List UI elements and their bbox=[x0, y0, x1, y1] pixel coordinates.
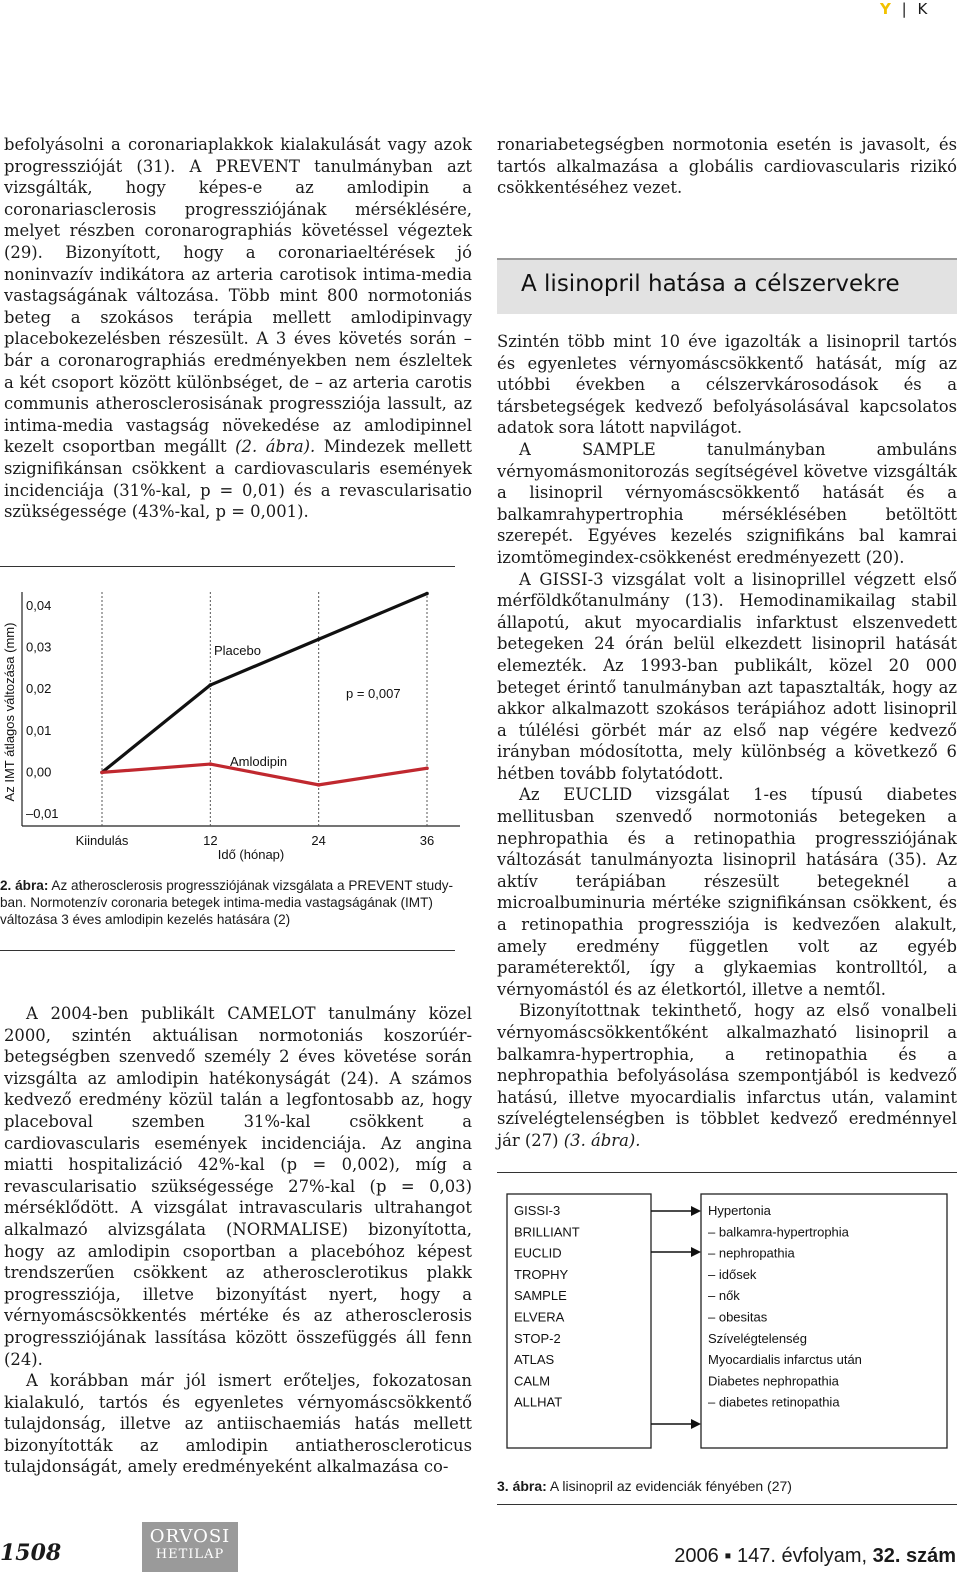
print-registration-marks: Y | K bbox=[880, 0, 928, 18]
section-heading: A lisinopril hatása a célszervekre bbox=[521, 271, 900, 297]
y-tick-label: 0,03 bbox=[26, 639, 52, 655]
paragraph: Szintén több mint 10 éve igazolták a lisinopril tartós és egyenletes vérnyomáscsökkentő hatását, míg az utóbbi években a célszervkárosodások és a társbetegségek kedvező befolyásolásával kapcsolatos adatok sora látott napvilágot. bbox=[497, 332, 957, 438]
indication-item: Diabetes nephropathia bbox=[708, 1373, 839, 1389]
left-column-top bbox=[4, 134, 472, 523]
x-tick-label: 24 bbox=[311, 833, 326, 848]
trial-name: GISSI-3 bbox=[514, 1203, 561, 1218]
indication-item: – idősek bbox=[708, 1266, 757, 1282]
figure3-top-rule bbox=[497, 1172, 957, 1173]
paragraph: A SAMPLE tanulmányban ambuláns vérnyomásmonitorozás segítségével követve vizsgálták a lisinopril vérnyomáscsökkentő hatását és a balkamrahypertrophia mérséklésében betöltött szerepét. Egyéves kezelés szignifikáns bal kamrai izomtömegindex-csökkenést eredményezett (20). bbox=[497, 439, 957, 567]
color-mark-black: K bbox=[917, 0, 928, 18]
figure3-bottom-rule bbox=[497, 1504, 957, 1505]
trial-name: SAMPLE bbox=[514, 1288, 567, 1304]
data-point-amlodipin bbox=[209, 762, 213, 766]
indication-item: Szívelégtelenség bbox=[708, 1330, 808, 1346]
trial-name: ELVERA bbox=[514, 1309, 565, 1325]
right-column-body bbox=[497, 331, 957, 1152]
paragraph: ronariabetegségben normotonia esetén is javasolt, és tartós alkalmazása a globális cardiovascularis rizikó csökkentéséhez vezet. bbox=[497, 135, 957, 198]
x-tick-label: 12 bbox=[203, 833, 218, 848]
x-axis-label: Idő (hónap) bbox=[217, 847, 285, 862]
paragraph: A GISSI-3 vizsgálat volt a lisinoprillel végzett első mérföldkőtanulmány (13). Hemodinamikailag stabil állapotú, akut myocardialis infarktust elszenvedett betegeken 24 órán belül elkezdett lisinopril hatását elemezték. Az 1993-ban publikált, közel 20 000 beteget érintő tanulmányban azt tapasztalták, hogy az akkor alkalmazott szokásos terápiához adott lisinopril a túlélési görbét már az első nap végére kedvező irányban módosította, mely különbség a következő 6 hétben tovább folytatódott. bbox=[497, 569, 957, 783]
y-tick-label: 0,02 bbox=[26, 681, 52, 697]
indication-item: – nők bbox=[708, 1288, 740, 1304]
y-tick-label: 0,00 bbox=[26, 764, 52, 780]
series-label-placebo: Placebo bbox=[214, 643, 261, 658]
page-number: 1508 bbox=[0, 1540, 62, 1566]
indication-item: – obesitas bbox=[708, 1309, 768, 1325]
y-tick-label: 0,04 bbox=[26, 598, 52, 613]
evidence-diagram bbox=[497, 1182, 957, 1472]
section-heading-box bbox=[497, 258, 957, 314]
indication-item: – nephropathia bbox=[708, 1245, 795, 1261]
trial-name: ALLHAT bbox=[514, 1394, 563, 1410]
issue-info: 2006 ▪ 147. évfolyam, 32. szám bbox=[674, 1545, 956, 1567]
data-point-amlodipin bbox=[425, 766, 429, 770]
data-point-placebo bbox=[209, 683, 213, 687]
trial-name: STOP-2 bbox=[514, 1330, 561, 1346]
color-mark-yellow: Y bbox=[880, 0, 891, 18]
paragraph: befolyásolni a coronariaplakkok kialakulását vagy azok progresszióját (31). A PREVENT tanulmányban azt vizsgálták, hogy képes-e az amlodipin a coronariasclerosis progressziójának mérséklésére, melyet részben coronarographiás követéssel végeztek (29). Bizonyított, hogy a coronariaeltérések jó noninvazív indikátora az arteria carotisok intima-media vastagságának változása. Több mint 800 normotoniás beteg a szokásos terápia mellett amlodipinvagy placebokezelésben részesült. A 3 éves követés során – bár a coronarographiás eredményekben nem észleltek a két csoport között különbséget, de – az arteria carotis communis atherosclerosisának progressziója lassult, az intima-media vastagság növekedése az amlodipinnel kezelt csoportban megállt (2. ábra). Mindezek mellett szignifikánsan csökkent a cardiovascularis események incidenciája (31%-kal, p = 0,01) és a revascularisatio szükségessége (43%-kal, p = 0,001). bbox=[4, 135, 472, 522]
series-line-placebo bbox=[102, 594, 427, 773]
right-column-top bbox=[497, 134, 957, 199]
y-tick-label: 0,01 bbox=[26, 722, 52, 738]
arrow-head-icon bbox=[691, 1419, 701, 1429]
data-point-placebo bbox=[317, 637, 321, 641]
paragraph: Bizonyítottnak tekinthető, hogy az első vonalbeli vérnyomáscsökkentőként alkalmazható lisinopril a balkamra-hypertrophia, a retinopathia és a nephropathia befolyásolása szempontjából is kedvező hatású, illetve myocardialis infarctus után, valamint szívelégtelenségben is többlet kedvező eredménnyel jár (27) (3. ábra). bbox=[497, 1001, 957, 1150]
indication-item: Hypertonia bbox=[708, 1203, 771, 1218]
data-point-amlodipin bbox=[317, 783, 321, 787]
paragraph: A 2004-ben publikált CAMELOT tanulmány közel 2000, szintén aktuálisan normotoniás koszorúér-betegségben szenvedő személy 2 éves követése során vizsgálta az amlodipin hatékonyságát (24). A számos kedvező eredmény közül talán a legfontosabb az, hogy placeboval szemben 31%-kal csökkent a cardiovascularis események incidenciája. Az angina miatti hospitalizáció 42%-kal (p = 0,002), míg a revascularisatio szükségessége 27%-kal (p = 0,03) mérséklődött. A vizsgálat intravascularis ultrahangot alkalmazó alvizsgálata (NORMALISE) bizonyította, hogy az amlodipin csoportban a placebóhoz képest trendszerűen csökkent az atherosclerotikus plakk progressziója, illetve bizonyítást nyert, hogy a vérnyomáscsökkentés mértéke és az atherosclerosis progressziójának lassítása között összefüggés áll fenn (24). bbox=[4, 1004, 472, 1369]
figure-top-rule bbox=[0, 566, 455, 567]
indication-item: Myocardialis infarctus után bbox=[708, 1352, 862, 1368]
paragraph: A korábban már jól ismert erőteljes, fokozatosan kialakuló, tartós és egyenletes vérnyomáscsökkentő tulajdonság, illetve az antiischaemiás hatás mellett bizonyították az amlodipin antiatheroscleroticus tulajdonságát, amely eredményeként alkalmazása co- bbox=[4, 1371, 472, 1477]
imt-line-chart bbox=[0, 576, 464, 896]
figure2-caption: 2. ábra: Az atherosclerosis progressziójának vizsgálata a PREVENT study-ban. Normotenzív coronaria betegek intima-media vastagságának (IMT) változása 3 éves amlodipin kezelés hatására (2) bbox=[0, 878, 454, 927]
indication-item: – balkamra-hypertrophia bbox=[708, 1224, 849, 1240]
p-value-annotation: p = 0,007 bbox=[346, 686, 401, 701]
paragraph: Az EUCLID vizsgálat 1-es típusú diabetes mellitusban szenvedő normotoniás betegeken a nephropathia és a retinopathia progressziójának változását tanulmányozta lisinopril hatására (35). Az aktív terápiában részesült betegeknél a microalbuminuria mértéke szignifikánsan csökkent, és a retinopathia progressziója is kedvezően alakult, amely eredmény független volt az egyéb paraméterektől, így a glykaemias kontrolltól, a vérnyomástól és az életkortól, illetve a nemtől. bbox=[497, 785, 957, 999]
left-column-bottom bbox=[4, 1003, 472, 1478]
x-tick-label: 36 bbox=[419, 833, 435, 848]
series-label-amlodipin: Amlodipin bbox=[230, 754, 288, 769]
trial-name: CALM bbox=[514, 1373, 551, 1389]
data-point-amlodipin bbox=[100, 771, 104, 775]
figure-bottom-rule bbox=[0, 950, 455, 951]
trial-name: TROPHY bbox=[514, 1266, 569, 1282]
arrow-head-icon bbox=[691, 1206, 701, 1216]
journal-logo: ORVOSI HETILAP bbox=[142, 1522, 238, 1572]
y-tick-label: –0,01 bbox=[26, 806, 59, 821]
figure3-caption: 3. ábra: A lisinopril az evidenciák fényében (27) bbox=[497, 1478, 792, 1494]
indication-item: – diabetes retinopathia bbox=[708, 1394, 840, 1410]
trial-name: EUCLID bbox=[514, 1245, 562, 1261]
arrow-head-icon bbox=[691, 1247, 701, 1257]
data-point-placebo bbox=[425, 592, 429, 596]
y-axis-label: Az IMT átlagos változása (mm) bbox=[2, 622, 17, 802]
x-tick-label: Kiindulás bbox=[75, 833, 129, 848]
trial-name: ATLAS bbox=[514, 1352, 555, 1368]
trial-name: BRILLIANT bbox=[514, 1224, 580, 1240]
